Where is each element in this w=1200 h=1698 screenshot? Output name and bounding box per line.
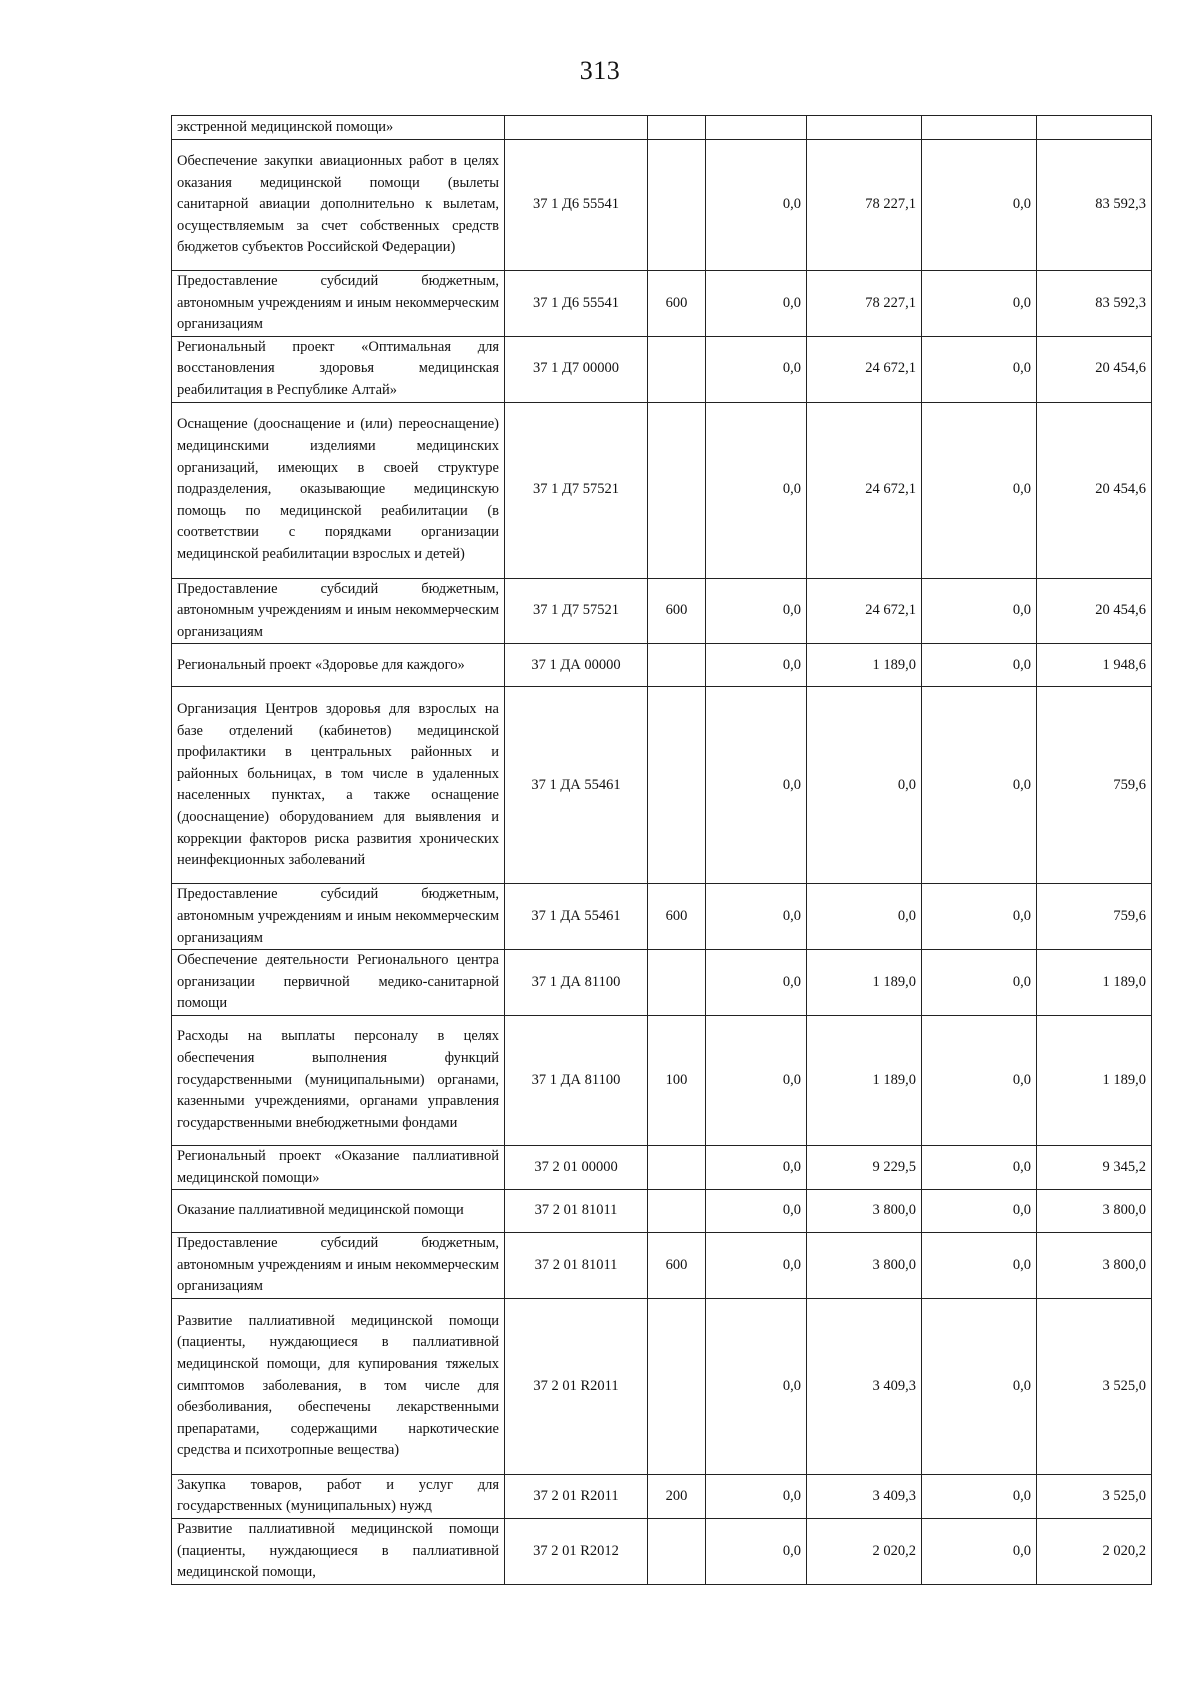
table-body: [172, 116, 1152, 1585]
value-2-cell: 24 672,1: [807, 402, 922, 578]
row-name-cell: Предоставление субсидий бюджетным, автономным учреждениям и иным некоммерческим организациям: [172, 1233, 505, 1299]
value-1-cell: 0,0: [706, 1233, 807, 1299]
target-code-cell: [505, 116, 648, 140]
value-1-cell: 0,0: [706, 336, 807, 402]
row-name-cell: Региональный проект «Оптимальная для восстановления здоровья медицинская реабилитация в Республике Алтай»: [172, 336, 505, 402]
target-code-cell: 37 1 ДА 00000: [505, 644, 648, 687]
value-4-cell: 3 525,0: [1037, 1474, 1152, 1518]
table-row: [172, 687, 1152, 884]
value-1-cell: 0,0: [706, 1145, 807, 1189]
target-code-cell: 37 1 ДА 81100: [505, 1015, 648, 1145]
expense-type-cell: [648, 1145, 706, 1189]
value-1-cell: 0,0: [706, 271, 807, 337]
value-2-cell: 0,0: [807, 884, 922, 950]
value-3-cell: 0,0: [922, 1145, 1037, 1189]
value-1-cell: 0,0: [706, 1298, 807, 1474]
expense-type-cell: [648, 1519, 706, 1585]
value-4-cell: 3 525,0: [1037, 1298, 1152, 1474]
expense-type-cell: [648, 140, 706, 271]
value-3-cell: 0,0: [922, 140, 1037, 271]
value-3-cell: 0,0: [922, 1190, 1037, 1233]
value-2-cell: 1 189,0: [807, 950, 922, 1016]
value-3-cell: 0,0: [922, 1474, 1037, 1518]
value-4-cell: 2 020,2: [1037, 1519, 1152, 1585]
expense-type-cell: [648, 1190, 706, 1233]
target-code-cell: 37 1 Д7 00000: [505, 336, 648, 402]
row-name-cell: Предоставление субсидий бюджетным, автономным учреждениям и иным некоммерческим организациям: [172, 271, 505, 337]
value-2-cell: 24 672,1: [807, 336, 922, 402]
table-row: [172, 1015, 1152, 1145]
target-code-cell: 37 1 ДА 55461: [505, 884, 648, 950]
value-4-cell: 1 948,6: [1037, 644, 1152, 687]
table-row: [172, 1519, 1152, 1585]
value-1-cell: 0,0: [706, 402, 807, 578]
expense-type-cell: [648, 687, 706, 884]
row-name-cell: Региональный проект «Здоровье для каждого»: [172, 644, 505, 687]
expense-type-cell: [648, 336, 706, 402]
value-1-cell: 0,0: [706, 1519, 807, 1585]
row-name-cell: Предоставление субсидий бюджетным, автономным учреждениям и иным некоммерческим организациям: [172, 884, 505, 950]
value-1-cell: 0,0: [706, 1474, 807, 1518]
page-number: 313: [579, 56, 621, 85]
target-code-cell: 37 2 01 81011: [505, 1190, 648, 1233]
budget-table: [171, 115, 1152, 1585]
value-1-cell: [706, 116, 807, 140]
value-2-cell: 24 672,1: [807, 578, 922, 644]
value-4-cell: 83 592,3: [1037, 140, 1152, 271]
value-3-cell: 0,0: [922, 1519, 1037, 1585]
value-4-cell: [1037, 116, 1152, 140]
table-row: [172, 1298, 1152, 1474]
target-code-cell: 37 2 01 81011: [505, 1233, 648, 1299]
value-4-cell: 20 454,6: [1037, 578, 1152, 644]
value-1-cell: 0,0: [706, 884, 807, 950]
table-row: [172, 1474, 1152, 1518]
value-4-cell: 9 345,2: [1037, 1145, 1152, 1189]
value-3-cell: 0,0: [922, 402, 1037, 578]
row-name-cell: Обеспечение закупки авиационных работ в целях оказания медицинской помощи (вылеты санитарной авиации дополнительно к вылетам, осуществляемым за счет собственных средств бюджетов субъектов Российской Федерации): [172, 140, 505, 271]
target-code-cell: 37 1 Д6 55541: [505, 271, 648, 337]
value-3-cell: [922, 116, 1037, 140]
value-4-cell: 3 800,0: [1037, 1190, 1152, 1233]
value-4-cell: 759,6: [1037, 884, 1152, 950]
expense-type-cell: [648, 116, 706, 140]
target-code-cell: 37 1 Д7 57521: [505, 402, 648, 578]
value-2-cell: 0,0: [807, 687, 922, 884]
expense-type-cell: [648, 644, 706, 687]
value-4-cell: 1 189,0: [1037, 950, 1152, 1016]
row-name-cell: Обеспечение деятельности Регионального центра организации первичной медико-санитарной помощи: [172, 950, 505, 1016]
expense-type-cell: [648, 1298, 706, 1474]
value-4-cell: 83 592,3: [1037, 271, 1152, 337]
value-2-cell: 2 020,2: [807, 1519, 922, 1585]
expense-type-cell: [648, 402, 706, 578]
value-4-cell: 20 454,6: [1037, 336, 1152, 402]
value-3-cell: 0,0: [922, 336, 1037, 402]
target-code-cell: 37 1 ДА 81100: [505, 950, 648, 1016]
target-code-cell: 37 2 01 R2012: [505, 1519, 648, 1585]
value-4-cell: 1 189,0: [1037, 1015, 1152, 1145]
value-1-cell: 0,0: [706, 140, 807, 271]
row-name-cell: Закупка товаров, работ и услуг для государственных (муниципальных) нужд: [172, 1474, 505, 1518]
target-code-cell: 37 2 01 R2011: [505, 1474, 648, 1518]
table-row: [172, 884, 1152, 950]
expense-type-cell: 100: [648, 1015, 706, 1145]
value-1-cell: 0,0: [706, 578, 807, 644]
value-3-cell: 0,0: [922, 1015, 1037, 1145]
value-1-cell: 0,0: [706, 950, 807, 1016]
table-row: [172, 1233, 1152, 1299]
table-row: [172, 644, 1152, 687]
target-code-cell: 37 1 ДА 55461: [505, 687, 648, 884]
row-name-cell: Расходы на выплаты персоналу в целях обеспечения выполнения функций государственными (муниципальными) органами, казенными учреждениями, органами управления государственными внебюджетными фондами: [172, 1015, 505, 1145]
table-row: [172, 140, 1152, 271]
table-row: [172, 116, 1152, 140]
table-row: [172, 271, 1152, 337]
target-code-cell: 37 1 Д7 57521: [505, 578, 648, 644]
expense-type-cell: 600: [648, 1233, 706, 1299]
row-name-cell: Региональный проект «Оказание паллиативной медицинской помощи»: [172, 1145, 505, 1189]
row-name-cell: Организация Центров здоровья для взрослых на базе отделений (кабинетов) медицинской профилактики в центральных районных и районных больницах, в том числе в удаленных населенных пунктах, а также оснащение (дооснащение) оборудованием для выявления и коррекции факторов риска развития хронических неинфекционных заболеваний: [172, 687, 505, 884]
value-2-cell: 3 409,3: [807, 1298, 922, 1474]
value-3-cell: 0,0: [922, 884, 1037, 950]
value-2-cell: 3 409,3: [807, 1474, 922, 1518]
value-1-cell: 0,0: [706, 687, 807, 884]
value-2-cell: [807, 116, 922, 140]
value-3-cell: 0,0: [922, 687, 1037, 884]
table-row: [172, 402, 1152, 578]
value-4-cell: 759,6: [1037, 687, 1152, 884]
value-2-cell: 78 227,1: [807, 271, 922, 337]
row-name-cell: Оснащение (дооснащение и (или) переоснащение) медицинскими изделиями медицинских организаций, имеющих в своей структуре подразделения, оказывающие медицинскую помощь по медицинской реабилитации (в соответствии с порядками организации медицинской реабилитации взрослых и детей): [172, 402, 505, 578]
table-row: [172, 1190, 1152, 1233]
table-row: [172, 578, 1152, 644]
value-4-cell: 20 454,6: [1037, 402, 1152, 578]
value-4-cell: 3 800,0: [1037, 1233, 1152, 1299]
value-1-cell: 0,0: [706, 1190, 807, 1233]
row-name-cell: экстренной медицинской помощи»: [172, 116, 505, 140]
value-2-cell: 9 229,5: [807, 1145, 922, 1189]
value-3-cell: 0,0: [922, 1298, 1037, 1474]
target-code-cell: 37 2 01 R2011: [505, 1298, 648, 1474]
expense-type-cell: 600: [648, 271, 706, 337]
value-3-cell: 0,0: [922, 950, 1037, 1016]
table-row: [172, 1145, 1152, 1189]
value-2-cell: 1 189,0: [807, 1015, 922, 1145]
expense-type-cell: 600: [648, 578, 706, 644]
row-name-cell: Оказание паллиативной медицинской помощи: [172, 1190, 505, 1233]
value-1-cell: 0,0: [706, 644, 807, 687]
value-3-cell: 0,0: [922, 271, 1037, 337]
row-name-cell: Развитие паллиативной медицинской помощи (пациенты, нуждающиеся в паллиативной медицинской помощи, для купирования тяжелых симптомов заболевания, в том числе для обезболивания, обеспечены лекарственными препаратами, содержащими наркотические средства и психотропные вещества): [172, 1298, 505, 1474]
row-name-cell: Предоставление субсидий бюджетным, автономным учреждениям и иным некоммерческим организациям: [172, 578, 505, 644]
target-code-cell: 37 1 Д6 55541: [505, 140, 648, 271]
value-2-cell: 78 227,1: [807, 140, 922, 271]
value-3-cell: 0,0: [922, 644, 1037, 687]
row-name-cell: Развитие паллиативной медицинской помощи (пациенты, нуждающиеся в паллиативной медицинской помощи,: [172, 1519, 505, 1585]
value-2-cell: 1 189,0: [807, 644, 922, 687]
target-code-cell: 37 2 01 00000: [505, 1145, 648, 1189]
table-row: [172, 950, 1152, 1016]
table-row: [172, 336, 1152, 402]
expense-type-cell: 600: [648, 884, 706, 950]
value-3-cell: 0,0: [922, 1233, 1037, 1299]
value-3-cell: 0,0: [922, 578, 1037, 644]
expense-type-cell: [648, 950, 706, 1016]
value-2-cell: 3 800,0: [807, 1233, 922, 1299]
value-1-cell: 0,0: [706, 1015, 807, 1145]
value-2-cell: 3 800,0: [807, 1190, 922, 1233]
expense-type-cell: 200: [648, 1474, 706, 1518]
